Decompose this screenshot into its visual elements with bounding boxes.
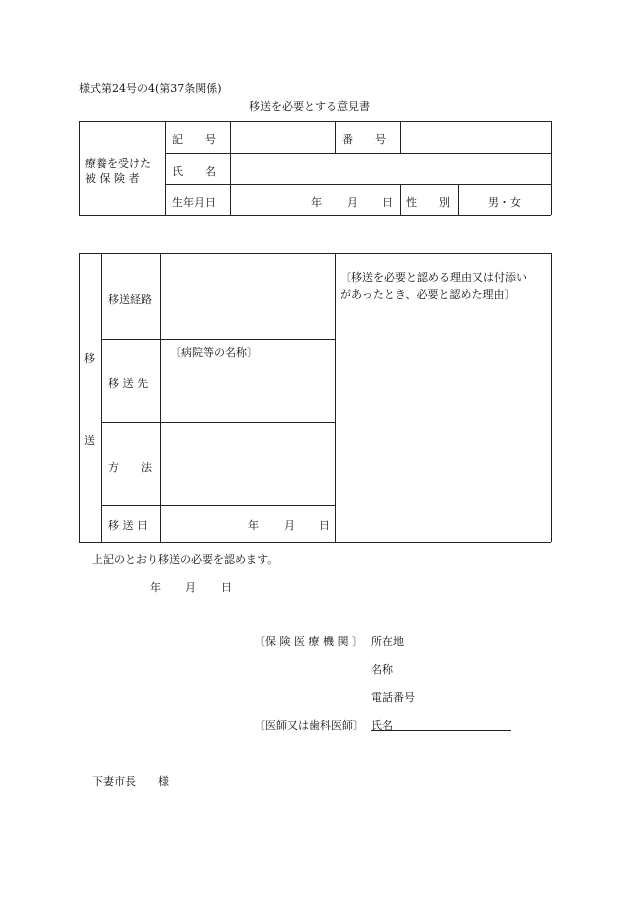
number-label: 番 号 xyxy=(342,133,386,146)
reason-hint-line2: があったとき、必要と認めた理由〕 xyxy=(340,288,516,301)
institution-label: 〔保 険 医 療 機 関 〕 xyxy=(254,635,363,648)
doctor-label: 〔医師又は歯科医師〕 xyxy=(254,719,364,732)
reason-field[interactable] xyxy=(340,306,546,537)
transport-side-label-bottom: 送 xyxy=(84,434,95,447)
insured-person-label-line1: 療養を受けた xyxy=(85,157,151,170)
destination-label: 移 送 先 xyxy=(108,377,148,390)
sex-label: 性 別 xyxy=(406,196,450,209)
birth-date-label: 生年月日 xyxy=(172,196,216,209)
statement-day-unit: 日 xyxy=(221,581,232,594)
form-number-label: 様式第24号の4(第37条関係) xyxy=(79,82,222,95)
statement-year-unit: 年 xyxy=(150,581,161,594)
doctor-name-underline xyxy=(371,730,511,731)
reason-hint-line1: 〔移送を必要と認める理由又は付添い xyxy=(340,271,527,284)
route-field[interactable] xyxy=(165,257,331,335)
symbol-label: 記 号 xyxy=(172,133,216,146)
statement-month-unit: 月 xyxy=(185,581,196,594)
doctor-name-field[interactable] xyxy=(395,716,510,730)
doctor-name-label: 氏名 xyxy=(371,719,393,732)
birth-year-unit: 年 xyxy=(311,196,322,209)
birth-month-unit: 月 xyxy=(347,196,358,209)
name-label: 氏 名 xyxy=(172,165,216,178)
method-field[interactable] xyxy=(165,426,331,501)
number-field[interactable] xyxy=(404,124,547,150)
birth-day-unit: 日 xyxy=(382,196,393,209)
route-label: 移送経路 xyxy=(108,293,152,306)
institution-name-label: 名称 xyxy=(371,663,393,676)
destination-hint: 〔病院等の名称〕 xyxy=(170,346,258,359)
method-label: 方 法 xyxy=(108,461,152,474)
sex-options[interactable]: 男・女 xyxy=(488,196,521,209)
transport-date-label: 移 送 日 xyxy=(108,519,148,532)
name-field[interactable] xyxy=(235,156,547,182)
certification-statement: 上記のとおり移送の必要を認めます。 xyxy=(92,553,279,566)
transport-year-unit: 年 xyxy=(248,519,259,532)
symbol-field[interactable] xyxy=(235,124,331,150)
destination-field[interactable] xyxy=(165,360,331,418)
phone-label: 電話番号 xyxy=(371,691,415,704)
transport-side-label-top: 移 xyxy=(84,352,95,365)
address-label: 所在地 xyxy=(371,635,404,648)
form-title: 移送を必要とする意見書 xyxy=(249,100,370,113)
transport-month-unit: 月 xyxy=(284,519,295,532)
transport-day-unit: 日 xyxy=(319,519,330,532)
addressee: 下妻市長 様 xyxy=(92,775,169,788)
insured-person-label-line2: 被 保 険 者 xyxy=(85,172,140,185)
